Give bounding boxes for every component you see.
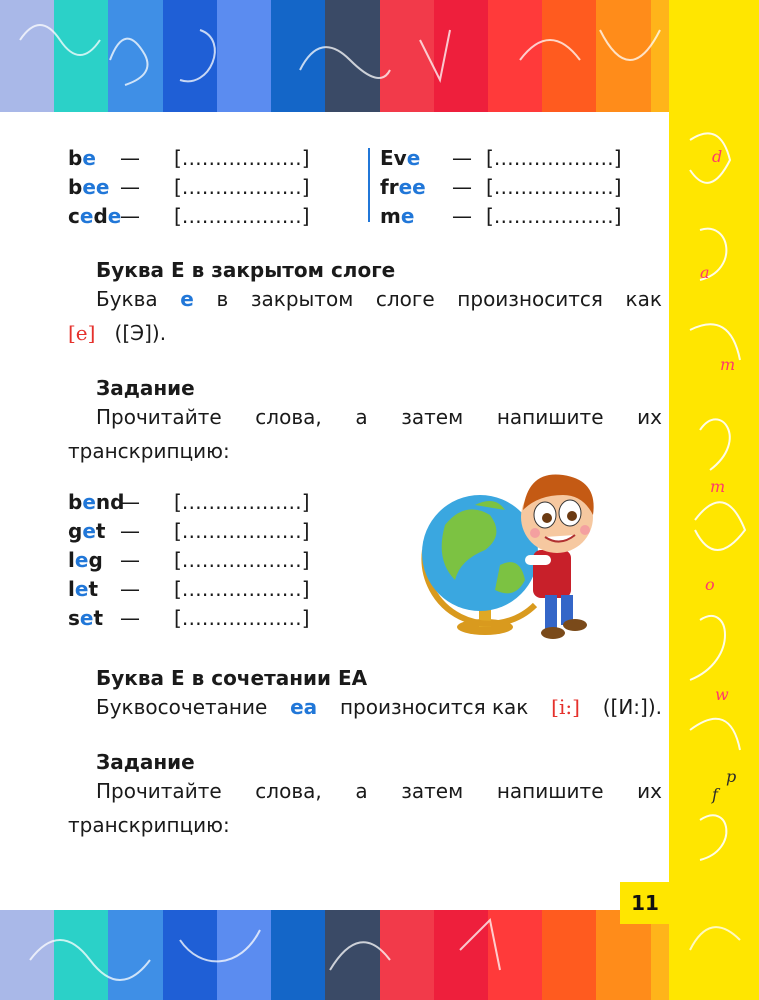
column-divider — [368, 148, 370, 222]
word: Прочитайте — [96, 779, 222, 803]
boy-with-globe-illustration — [405, 455, 635, 645]
letters: g — [88, 548, 103, 572]
svg-text:f: f — [712, 785, 718, 804]
top-color-stripes — [0, 0, 759, 112]
transcription-blank: [………………] — [486, 204, 622, 228]
vowel-highlight: ee — [398, 175, 426, 199]
letters: d — [93, 204, 108, 228]
dash: — — [452, 146, 472, 170]
color-stripe — [325, 0, 379, 112]
right-yellow-strip — [669, 0, 759, 1000]
word-row — [68, 488, 310, 516]
highlight-letter-e: e — [180, 287, 194, 311]
dash: — — [120, 606, 140, 630]
color-stripe — [217, 910, 271, 1000]
transcription-i-long: [i:] — [551, 695, 580, 719]
dash: — — [120, 490, 140, 514]
vowel-highlight: e — [400, 204, 415, 228]
svg-text:w: w — [715, 685, 729, 704]
color-stripe — [54, 910, 108, 1000]
dash: — — [120, 146, 140, 170]
color-stripe — [542, 910, 596, 1000]
color-stripe — [380, 910, 434, 1000]
russian-sound: ([И:]). — [602, 695, 662, 719]
dash: — — [120, 577, 140, 601]
word-row — [68, 517, 310, 545]
dash: — — [452, 204, 472, 228]
section1-line1 — [96, 282, 662, 316]
word: затем — [401, 779, 464, 803]
svg-text:a: a — [700, 263, 710, 282]
word-row — [68, 202, 310, 230]
word-row — [68, 546, 310, 574]
letters: fr — [380, 175, 399, 199]
task2-heading: Задание — [96, 750, 195, 774]
color-stripe — [108, 910, 162, 1000]
word-row — [380, 144, 622, 172]
transcription-blank: [………………] — [174, 204, 310, 228]
word: произносится как — [339, 695, 529, 719]
svg-text:o: o — [705, 575, 715, 594]
word: Буквосочетание — [96, 695, 268, 719]
letters: c — [68, 204, 80, 228]
color-stripe — [488, 910, 542, 1000]
letters: s — [68, 606, 80, 630]
russian-sound: ([Э]). — [114, 321, 167, 345]
letters: l — [68, 548, 75, 572]
letters: t — [95, 519, 106, 543]
word-row — [68, 575, 310, 603]
highlight-ea: ea — [290, 695, 318, 719]
vowel-highlight: e — [82, 490, 96, 514]
word: Буква — [96, 287, 158, 311]
word: как — [625, 287, 662, 311]
vowel-highlight: e — [107, 204, 122, 228]
task1-line2: транскрипцию: — [68, 439, 230, 463]
word: произносится — [457, 287, 603, 311]
word: слова, — [255, 405, 322, 429]
vowel-highlight: e — [74, 577, 89, 601]
word-row — [380, 202, 622, 230]
english-word — [68, 204, 121, 228]
transcription-blank: [………………] — [174, 175, 310, 199]
word-row — [68, 173, 310, 201]
transcription-blank: [………………] — [486, 175, 622, 199]
transcription-blank: [………………] — [174, 146, 310, 170]
section-heading-ea-combination: Буква Е в сочетании ЕА — [96, 666, 368, 690]
letters: m — [380, 204, 401, 228]
letters: t — [88, 577, 98, 601]
task1-heading: Задание — [96, 376, 195, 400]
section-heading-closed-syllable: Буква Е в закрытом слоге — [96, 258, 396, 282]
svg-text:p: p — [726, 767, 737, 786]
page-number: 11 — [631, 891, 659, 915]
svg-text:m: m — [720, 355, 736, 374]
letters: nd — [95, 490, 125, 514]
section2-line1 — [96, 690, 662, 724]
letters: b — [68, 490, 83, 514]
color-stripe — [271, 910, 325, 1000]
dash: — — [120, 548, 140, 572]
vowel-highlight: e — [406, 146, 421, 170]
dash: — — [120, 175, 140, 199]
color-stripe — [54, 0, 108, 112]
color-stripe — [596, 0, 650, 112]
english-word — [380, 204, 414, 228]
word: Прочитайте — [96, 405, 222, 429]
color-stripe — [542, 0, 596, 112]
english-word — [68, 548, 103, 572]
english-word — [380, 146, 420, 170]
transcription-blank: [………………] — [486, 146, 622, 170]
dash: — — [120, 204, 140, 228]
color-stripe — [0, 0, 54, 112]
word: напишите — [496, 779, 604, 803]
letters: b — [68, 146, 83, 170]
color-stripe — [325, 910, 379, 1000]
english-word — [68, 577, 98, 601]
vowel-highlight: e — [82, 146, 96, 170]
task2-line2: транскрипцию: — [68, 813, 230, 837]
word: слоге — [375, 287, 435, 311]
letters: l — [68, 577, 75, 601]
svg-text:m: m — [710, 477, 726, 496]
transcription-e: [e] — [68, 321, 96, 345]
english-word — [380, 175, 426, 199]
word: их — [637, 405, 662, 429]
english-word — [68, 146, 96, 170]
color-stripe — [217, 0, 271, 112]
color-stripe — [488, 0, 542, 112]
dash: — — [452, 175, 472, 199]
color-stripe — [434, 0, 488, 112]
svg-text:d: d — [712, 147, 723, 166]
color-stripe — [163, 910, 217, 1000]
english-word — [68, 606, 103, 630]
transcription-blank: [………………] — [174, 490, 310, 514]
color-stripe — [271, 0, 325, 112]
transcription-blank: [………………] — [174, 606, 310, 630]
word: затем — [401, 405, 464, 429]
english-word — [68, 519, 105, 543]
letters: Ev — [380, 146, 407, 170]
letters: t — [93, 606, 104, 630]
word: их — [637, 779, 662, 803]
section1-line2 — [68, 316, 166, 350]
word-row — [68, 144, 310, 172]
word: напишите — [496, 405, 604, 429]
task2-line1 — [96, 774, 662, 808]
english-word — [68, 175, 109, 199]
word: в — [216, 287, 229, 311]
vowel-highlight: e — [79, 606, 94, 630]
vowel-highlight: ee — [82, 175, 110, 199]
color-stripe — [434, 910, 488, 1000]
word-row — [68, 604, 310, 632]
word-row — [380, 173, 622, 201]
vowel-highlight: e — [74, 548, 89, 572]
word: слова, — [255, 779, 322, 803]
dash: — — [120, 519, 140, 543]
word: а — [355, 779, 368, 803]
color-stripe — [163, 0, 217, 112]
transcription-blank: [………………] — [174, 548, 310, 572]
vowel-highlight: e — [82, 519, 96, 543]
word: закрытом — [250, 287, 354, 311]
vowel-highlight: e — [79, 204, 94, 228]
letters: b — [68, 175, 83, 199]
page-number-box — [620, 882, 670, 924]
transcription-blank: [………………] — [174, 519, 310, 543]
word: а — [355, 405, 368, 429]
english-word — [68, 490, 124, 514]
letters: g — [68, 519, 83, 543]
transcription-blank: [………………] — [174, 577, 310, 601]
task1-line1 — [96, 400, 662, 434]
color-stripe — [380, 0, 434, 112]
color-stripe — [108, 0, 162, 112]
color-stripe — [0, 910, 54, 1000]
